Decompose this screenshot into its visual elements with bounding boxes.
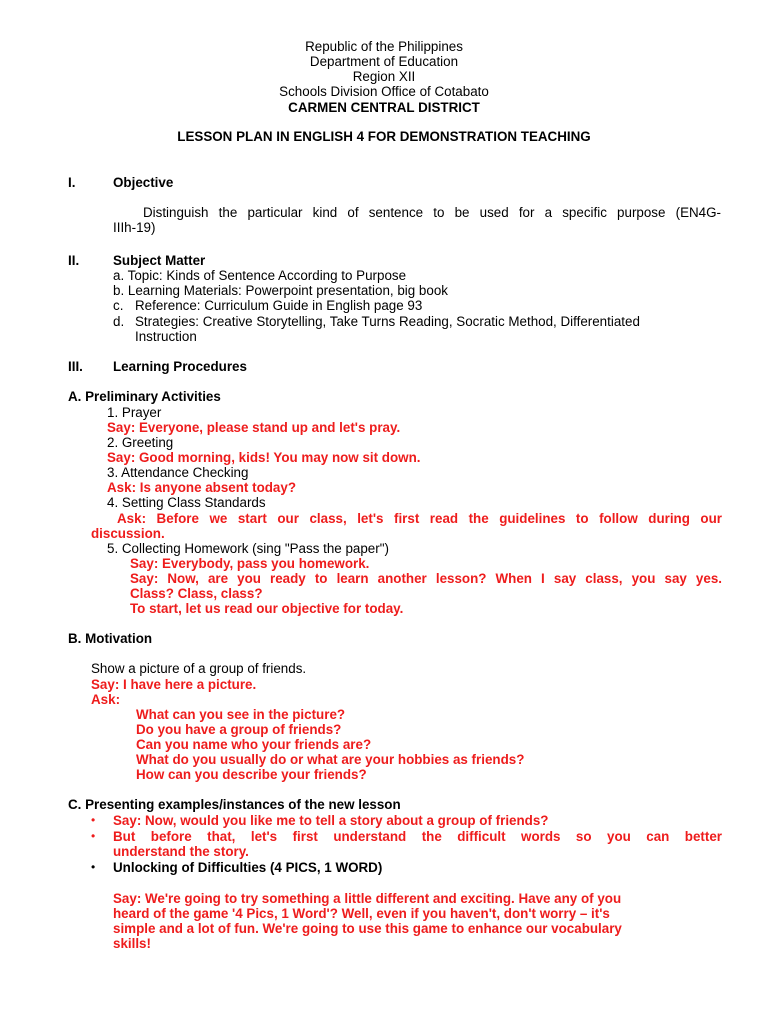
presenting-bullet-story: Say: Now, would you like me to tell a story about a group of friends? — [113, 813, 549, 828]
header-republic: Republic of the Philippines — [305, 39, 463, 54]
teacher-say-game-line1: Say: We're going to try something a little different and exciting. Have any of you — [113, 891, 622, 906]
teacher-say-homework: Say: Everybody, pass you homework. — [130, 556, 370, 571]
teacher-say-prayer: Say: Everyone, please stand up and let's pray. — [107, 420, 401, 435]
section-heading-subject: Subject Matter — [113, 253, 206, 268]
teacher-say-ready-line1: Say: Now, are you ready to learn another lesson? When I say class, you say yes. — [130, 571, 722, 586]
teacher-ask-label: Ask: — [91, 692, 121, 707]
teacher-say-ready-line2: Class? Class, class? — [130, 586, 263, 601]
section-number-objective: I. — [68, 175, 76, 190]
header-region: Region XII — [352, 69, 416, 84]
objective-text-line1: Distinguish the particular kind of sentence to be used for a specific purpose (EN4G- — [143, 205, 721, 220]
bullet-marker: • — [91, 860, 96, 874]
subject-strategies-line2: Instruction — [135, 329, 197, 344]
teacher-say-game-line3: simple and a lot of fun. We're going to use this game to enhance our vocabulary — [113, 921, 622, 936]
header-district: CARMEN CENTRAL DISTRICT — [288, 100, 480, 115]
motivation-question-2: Do you have a group of friends? — [136, 722, 342, 737]
document-title: LESSON PLAN IN ENGLISH 4 FOR DEMONSTRATION TEACHING — [177, 129, 591, 144]
section-heading-objective: Objective — [113, 175, 174, 190]
list-item-attendance: 3. Attendance Checking — [107, 465, 249, 480]
list-item-greeting: 2. Greeting — [107, 435, 174, 450]
subsection-heading-presenting: C. Presenting examples/instances of the new lesson — [68, 797, 401, 812]
subject-topic: a. Topic: Kinds of Sentence According to Purpose — [113, 268, 407, 283]
presenting-bullet-difficult-line2: understand the story. — [113, 844, 249, 859]
subsection-heading-preliminary: A. Preliminary Activities — [68, 389, 221, 404]
motivation-question-1: What can you see in the picture? — [136, 707, 346, 722]
teacher-say-game-line2: heard of the game '4 Pics, 1 Word'? Well, even if you haven't, don't worry – it's — [113, 906, 610, 921]
subject-reference-mark: c. — [113, 298, 124, 313]
header-department: Department of Education — [309, 54, 459, 69]
subject-reference: Reference: Curriculum Guide in English page 93 — [135, 298, 423, 313]
section-number-procedures: III. — [68, 359, 83, 374]
subject-materials: b. Learning Materials: Powerpoint presentation, big book — [113, 283, 448, 298]
subject-strategies-mark: d. — [113, 314, 125, 329]
bullet-marker: • — [91, 829, 96, 843]
teacher-say-picture: Say: I have here a picture. — [91, 677, 257, 692]
list-item-prayer: 1. Prayer — [107, 405, 162, 420]
motivation-question-3: Can you name who your friends are? — [136, 737, 372, 752]
motivation-instruction: Show a picture of a group of friends. — [91, 661, 307, 676]
motivation-question-4: What do you usually do or what are your hobbies as friends? — [136, 752, 525, 767]
subsection-heading-motivation: B. Motivation — [68, 631, 153, 646]
bullet-marker: • — [91, 813, 96, 827]
list-item-standards: 4. Setting Class Standards — [107, 495, 266, 510]
teacher-ask-attendance: Ask: Is anyone absent today? — [107, 480, 297, 495]
teacher-ask-standards-line1: Ask: Before we start our class, let's first read the guidelines to follow during our — [117, 511, 722, 526]
teacher-say-game-line4: skills! — [113, 936, 151, 951]
list-item-homework: 5. Collecting Homework (sing "Pass the paper") — [107, 541, 389, 556]
presenting-bullet-unlocking: Unlocking of Difficulties (4 PICS, 1 WORD) — [113, 860, 383, 875]
objective-text-line2: IIIh-19) — [113, 220, 156, 235]
section-heading-procedures: Learning Procedures — [113, 359, 247, 374]
teacher-say-greeting: Say: Good morning, kids! You may now sit down. — [107, 450, 421, 465]
presenting-bullet-difficult-line1: But before that, let's first understand the difficult words so you can better — [113, 829, 722, 844]
motivation-question-5: How can you describe your friends? — [136, 767, 367, 782]
section-number-subject: II. — [68, 253, 80, 268]
teacher-say-objective: To start, let us read our objective for today. — [130, 601, 404, 616]
header-division: Schools Division Office of Cotabato — [279, 84, 489, 99]
subject-strategies-line1: Strategies: Creative Storytelling, Take Turns Reading, Socratic Method, Differentiated — [135, 314, 640, 329]
teacher-ask-standards-line2: discussion. — [91, 526, 165, 541]
